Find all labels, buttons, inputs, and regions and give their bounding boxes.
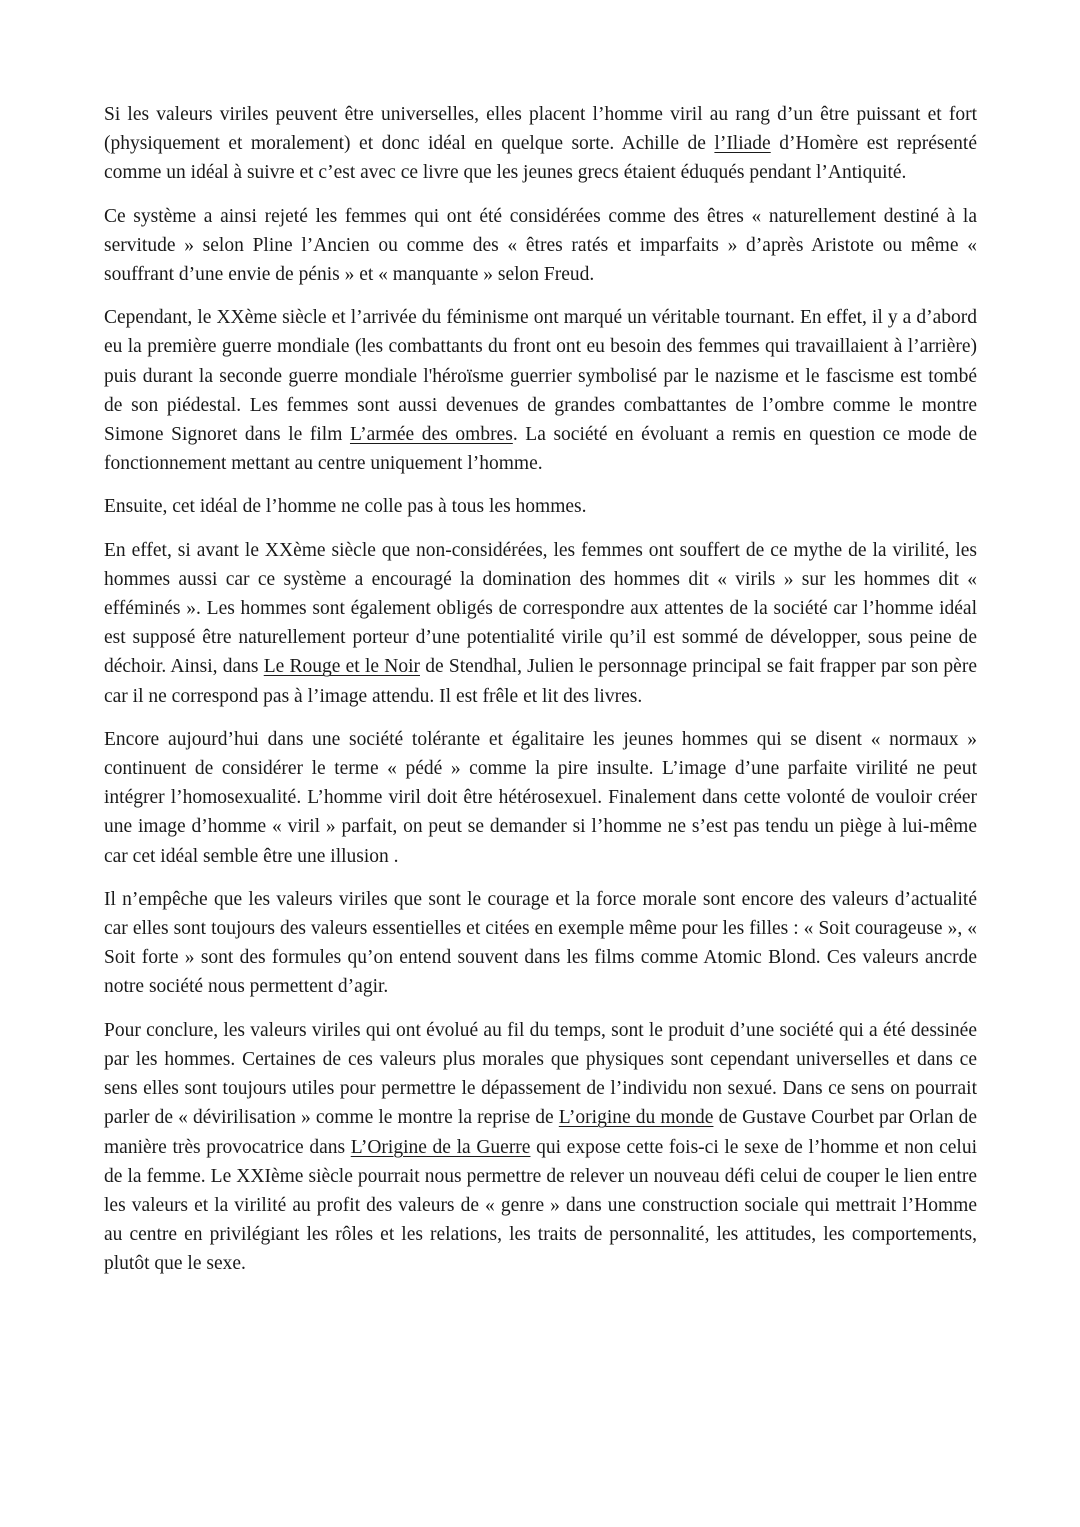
paragraph-6 — [104, 725, 977, 871]
paragraph-2 — [104, 202, 977, 290]
text-run: Encore aujourd’hui dans une société tolérante et égalitaire les jeunes hommes qui se disent « normaux » continuent de considérer le terme « pédé » comme la pire insulte. L’image d’une parfaite virilité ne peut intégrer l’homosexualité. L’homme viril doit être hétérosexuel. Finalement dans cette volonté de vouloir créer une image d’homme « viril » parfait, on peut se demander si l’homme ne s’est pas tendu un piège à lui-même car cet idéal semble être une illusion . — [104, 728, 977, 867]
paragraph-7 — [104, 885, 977, 1002]
text-run: de Stendhal, Julien le personnage principal se fait frapper par son père car il ne correspond pas à l’image attendu. Il est frêle et lit des livres. — [104, 656, 977, 707]
text-run: qui expose cette fois-ci le sexe de l’homme et non celui de la femme. Le XXIème siècle pourrait nous permettre de relever un nouveau défi celui de couper le lien entre les valeurs et la virilité au profit des valeurs de « genre » dans une construction sociale qui mettrait l’Homme au centre en privilégiant les rôles et les relations, les traits de personnalité, les attitudes, les comportements, plutôt que le sexe. — [104, 1136, 978, 1275]
paragraph-8 — [104, 1016, 977, 1279]
paragraph-3 — [104, 303, 977, 478]
text-run: En effet, si avant le XXème siècle que non-considérées, les femmes ont souffert de ce mythe de la virilité, les hommes aussi car ce système a encouragé la domination des hommes dit « virils » sur les hommes dit « efféminés ». Les hommes sont également obligés de correspondre aux attentes de la société car l’homme idéal est supposé être naturellement porteur d’une potentialité virile qu’il est sommé de développer, sous peine de déchoir. Ainsi, dans — [104, 539, 977, 678]
text-run: Ce système a ainsi rejeté les femmes qui ont été considérées comme des êtres « naturellement destiné à la servitude » selon Pline l’Ancien ou comme des « êtres ratés et imparfaits » d’après Aristote ou même « souffrant d’une envie de pénis » et « manquante » selon Freud. — [104, 205, 977, 286]
text-run: Ensuite, cet idéal de l’homme ne colle pas à tous les hommes. — [104, 496, 587, 518]
book-title-iliade: l’Iliade — [714, 133, 771, 155]
paragraph-4 — [104, 492, 977, 521]
artwork-title-origine-de-la-guerre: L’Origine de la Guerre — [350, 1136, 531, 1158]
text-run: de Gustave Courbet par Orlan de manière très provocatrice dans — [104, 1107, 977, 1158]
paragraph-5 — [104, 536, 977, 711]
text-run: d’Homère est représenté comme un idéal à suivre et c’est avec ce livre que les jeunes grecs étaient éduqués pendant l’Antiquité. — [104, 133, 977, 184]
film-title-armee-des-ombres: L’armée des ombres — [349, 424, 513, 446]
text-run: Il n’empêche que les valeurs viriles que sont le courage et la force morale sont encore des valeurs d’actualité car elles sont toujours des valeurs essentielles et citées en exemple même pour les filles : « Soit courageuse », « Soit forte » sont des formules qu’on entend souvent dans les films comme Atomic Blond. Ces valeurs ancrde notre société nous permettent d’agir. — [104, 888, 977, 998]
book-title-rouge-et-noir: Le Rouge et le Noir — [263, 656, 420, 678]
paragraph-1 — [104, 100, 977, 188]
text-run: Cependant, le XXème siècle et l’arrivée du féminisme ont marqué un véritable tournant. En effet, il y a d’abord eu la première guerre mondiale (les combattants du front ont eu besoin des femmes qui travaillaient à l’arrière) puis durant la seconde guerre mondiale l'héroïsme guerrier symbolisé par le nazisme et le fascisme est tombé de son piédestal. Les femmes sont aussi devenues de grandes combattantes de l’ombre comme le montre Simone Signoret dans le film — [104, 307, 977, 446]
text-run: Pour conclure, les valeurs viriles qui ont évolué au fil du temps, sont le produit d’une société qui a été dessinée par les hommes. Certaines de ces valeurs plus morales que physiques sont cependant universelles et dans ce sens elles sont toujours utiles pour permettre le dépassement de l’individu non sexué. Dans ce sens on pourrait parler de « dévirilisation » comme le montre la reprise de — [104, 1019, 977, 1129]
text-run: . La société en évoluant a remis en question ce mode de fonctionnement mettant au centre uniquement l’homme. — [104, 424, 978, 475]
artwork-title-origine-du-monde: L’origine du monde — [558, 1107, 714, 1129]
text-run: Si les valeurs viriles peuvent être universelles, elles placent l’homme viril au rang d’un être puissant et fort (physiquement et moralement) et donc idéal en quelque sorte. Achille de — [104, 104, 977, 155]
